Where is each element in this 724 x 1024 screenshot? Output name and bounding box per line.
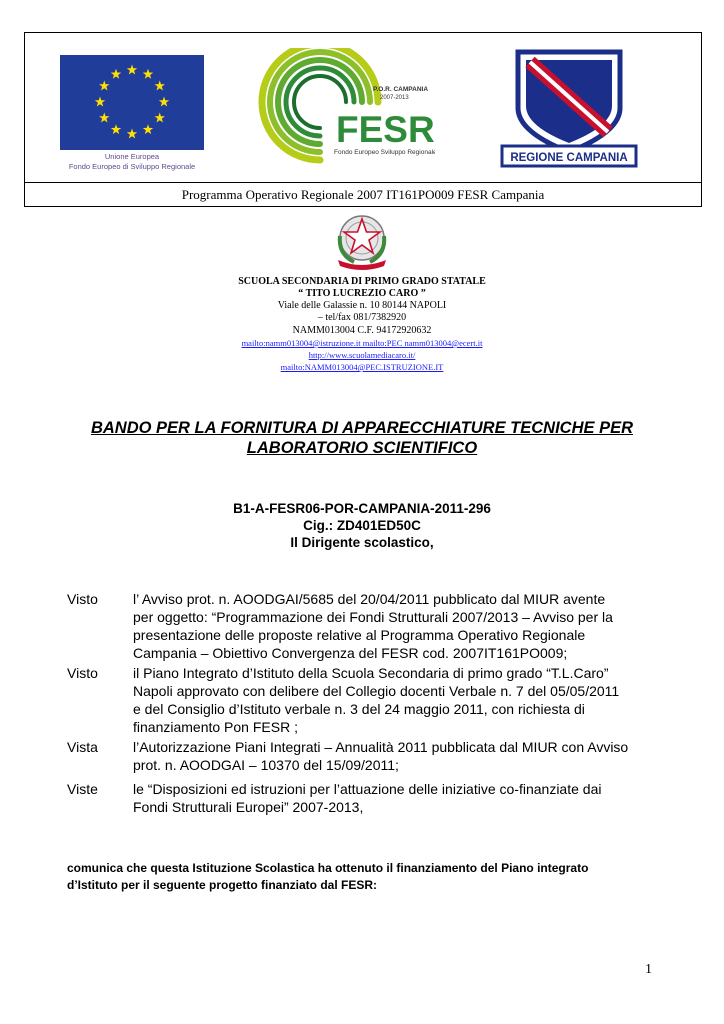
school-email-links[interactable]: mailto:namm013004@istruzione.it mailto:PEC namm013004@ecert.it [241,338,483,348]
programma-banner: Programma Operativo Regionale 2007 IT161PO009 FESR Campania [24,182,702,207]
italian-republic-emblem [330,210,394,272]
eu-flag-logo [60,55,204,150]
fesr-big-text: FESR [336,109,435,150]
eu-star-icon [159,97,169,107]
clause-label: Visto [67,591,98,607]
regione-campania-logo [500,48,638,170]
dirigente-heading: Il Dirigente scolastico, [290,535,434,550]
eu-star-icon [154,81,164,91]
campania-label: REGIONE CAMPANIA [510,152,628,164]
clause-label: Visto [67,665,98,681]
eu-star-icon [154,113,164,123]
eu-star-icon [95,97,105,107]
bando-title-line1: BANDO PER LA FORNITURA DI APPARECCHIATURE TECNICHE PER [90,419,634,437]
fesr-logo [250,48,435,166]
clause-text: le “Disposizioni ed istruzioni per l’attuazione delle iniziative co-finanziate dai Fondi Strutturali Europei” 2007-2013, [133,781,602,815]
school-name: SCUOLA SECONDARIA DI PRIMO GRADO STATALE [238,276,486,287]
cig-code: Cig.: ZD401ED50C [303,518,421,533]
clause-text: l’ Avviso prot. n. AOODGAI/5685 del 20/04/2011 pubblicato dal MIUR avente per oggetto: “Programmazione dei Fondi Strutturali 2007/2013 – Avviso per la presentazione delle proposte relative al Programma Operativo Regionale Campania – Obiettivo Convergenza del FESR cod. 2007IT161PO009; [133,591,613,661]
bando-title-line2: LABORATORIO SCIENTIFICO [246,439,478,457]
eu-star-icon [99,113,109,123]
clause-text: il Piano Integrato d’Istituto della Scuola Secondaria di primo grado “T.L.Caro” Napoli approvato con delibere del Collegio docenti Verbale n. 7 del 05/05/2011 e del Consiglio d’Istituto verbale n. 3 del 24 maggio 2011, con richiesta di finanziamento Pon FESR ; [133,665,620,735]
eu-stars-icon [60,55,204,150]
school-website-link[interactable]: http://www.scuolamediacaro.it/ [308,350,416,360]
clause-text: l’Autorizzazione Piani Integrati – Annualità 2011 pubblicata dal MIUR con Avviso prot. n. AOODGAI – 10370 del 15/09/2011; [133,739,629,773]
eu-star-icon [127,129,137,139]
eu-star-icon [111,124,121,134]
clause-label: Viste [67,781,98,797]
school-pec-link[interactable]: mailto:NAMM013004@PEC.ISTRUZIONE.IT [280,362,444,372]
eu-star-icon [127,65,137,75]
fesr-subtitle: Fondo Europeo Sviluppo Regionale [334,149,435,156]
school-codes: NAMM013004 C.F. 94172920632 [292,325,432,336]
eu-star-icon [143,69,153,79]
bando-title [40,418,684,458]
clause-label: Vista [67,739,98,755]
page-number: 1 [645,962,652,977]
school-address: Viale delle Galassie n. 10 80144 NAPOLI [277,300,447,311]
eu-star-icon [111,69,121,79]
project-code: B1-A-FESR06-POR-CAMPANIA-2011-296 [233,501,491,516]
fesr-por-line2: 2007-2013 [380,95,409,101]
comunica-paragraph: comunica che questa Istituzione Scolastica ha ottenuto il finanziamento del Piano integrato d’Istituto per il seguente progetto finanziato dal FESR: [67,861,589,892]
fesr-por-line1: P.O.R. CAMPANIA [373,86,429,93]
eu-star-icon [99,81,109,91]
school-subname: “ TITO LUCREZIO CARO ” [298,288,426,299]
eu-caption [60,152,204,172]
school-phone: – tel/fax 081/7382920 [317,312,407,323]
eu-caption-line1: Unione Europea [104,152,160,161]
eu-star-icon [143,124,153,134]
eu-caption-line2: Fondo Europeo di Sviluppo Regionale [68,162,196,171]
